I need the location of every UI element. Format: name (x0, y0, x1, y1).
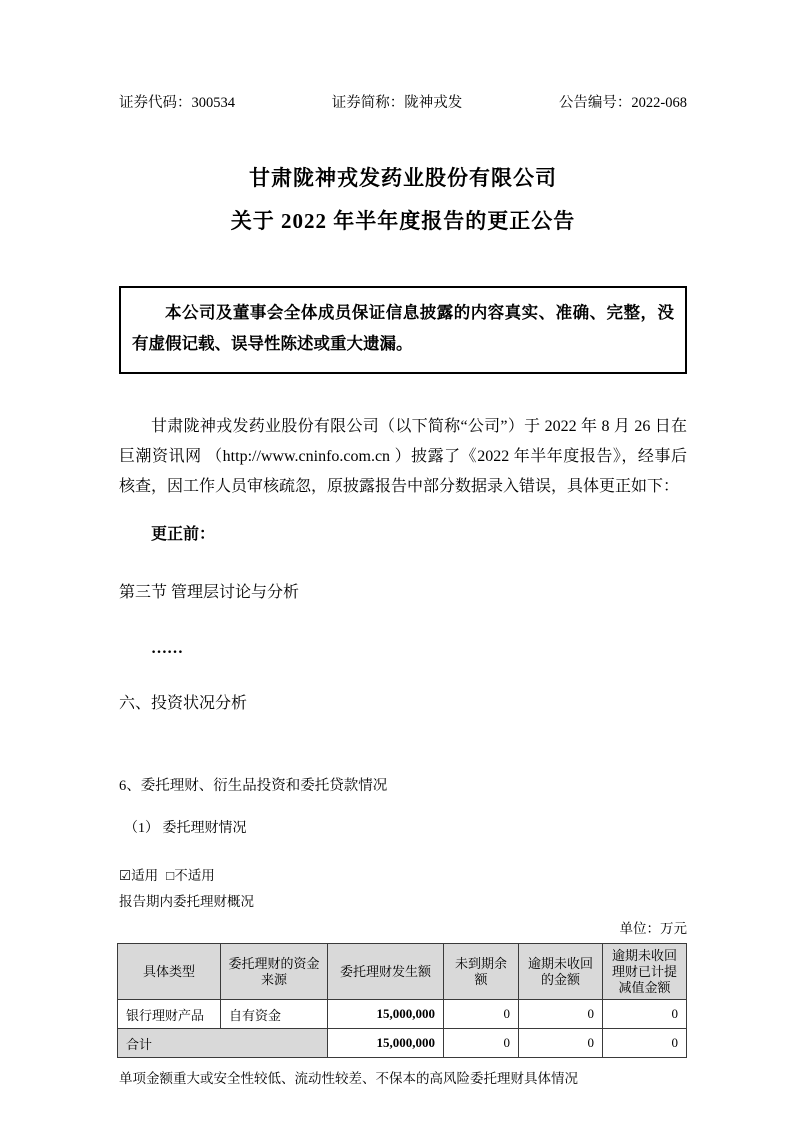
title-line-2: 关于 2022 年半年度报告的更正公告 (230, 209, 576, 233)
cell-total-amount: 15,000,000 (328, 1029, 444, 1058)
entrusted-wealth-table (117, 943, 687, 1058)
intro-paragraph: 甘肃陇神戎发药业股份有限公司（以下简称“公司”）于 2022 年 8 月 26 日在巨潮资讯网 （http://www.cninfo.com.cn ）披露了《2022 年半年度报告》，经事后核查，因工作人员审核疏忽，原披露报告中部分数据录入错误，具体更正如下： (119, 418, 687, 495)
item-heading: 6、委托理财、衍生品投资和委托贷款情况 (119, 778, 388, 794)
cell-fund-source: 自有资金 (221, 1000, 328, 1029)
stock-code: 证券代码：300534 (119, 95, 235, 111)
chapter-heading: 第三节 管理层讨论与分析 (119, 584, 300, 601)
table-total-row (118, 1029, 687, 1058)
checkbox-checked-icon: ☑ (119, 868, 132, 883)
table-row (118, 1000, 687, 1029)
col-header-amount: 委托理财发生额 (328, 944, 444, 1000)
cell-total-impairment: 0 (603, 1029, 687, 1058)
document-title (119, 157, 687, 243)
ellipsis-line: …… (151, 640, 183, 657)
checkbox-unchecked-icon: □ (166, 868, 175, 883)
col-header-overdue: 逾期未收回的金额 (519, 944, 603, 1000)
cell-overdue: 0 (519, 1000, 603, 1029)
document-header (119, 93, 687, 113)
cell-total-overdue: 0 (519, 1029, 603, 1058)
col-header-outstanding: 未到期余额 (444, 944, 519, 1000)
cell-type: 银行理财产品 (118, 1000, 221, 1029)
col-header-fund-source: 委托理财的资金来源 (221, 944, 328, 1000)
applicable-label: 适用 (131, 868, 159, 883)
correction-before-label: 更正前： (151, 526, 216, 543)
section-heading: 六、投资状况分析 (119, 695, 248, 712)
table-header-row (118, 944, 687, 1000)
cell-outstanding: 0 (444, 1000, 519, 1029)
applicability-line (119, 866, 687, 885)
col-header-type: 具体类型 (118, 944, 221, 1000)
not-applicable-label: 不适用 (174, 868, 215, 883)
announcement-number: 公告编号：2022-068 (558, 95, 687, 111)
cell-amount: 15,000,000 (328, 1000, 444, 1029)
sub-item-heading: （1） 委托理财情况 (124, 821, 247, 836)
col-header-impairment: 逾期未收回理财已计提减值金额 (603, 944, 687, 1000)
cell-impairment: 0 (603, 1000, 687, 1029)
unit-label: 单位：万元 (619, 921, 687, 936)
stock-name: 证券简称：陇神戎发 (331, 95, 463, 111)
table-caption: 报告期内委托理财概况 (119, 894, 254, 909)
title-line-1: 甘肃陇神戎发药业股份有限公司 (249, 166, 557, 190)
statement-box (119, 286, 687, 374)
statement-text: 本公司及董事会全体成员保证信息披露的内容真实、准确、完整，没有虚假记载、误导性陈述或重大遗漏。 (132, 303, 674, 353)
cell-total-label: 合计 (118, 1029, 328, 1058)
cell-total-outstanding: 0 (444, 1029, 519, 1058)
table-note: 单项金额重大或安全性较低、流动性较差、不保本的高风险委托理财具体情况 (119, 1071, 578, 1086)
